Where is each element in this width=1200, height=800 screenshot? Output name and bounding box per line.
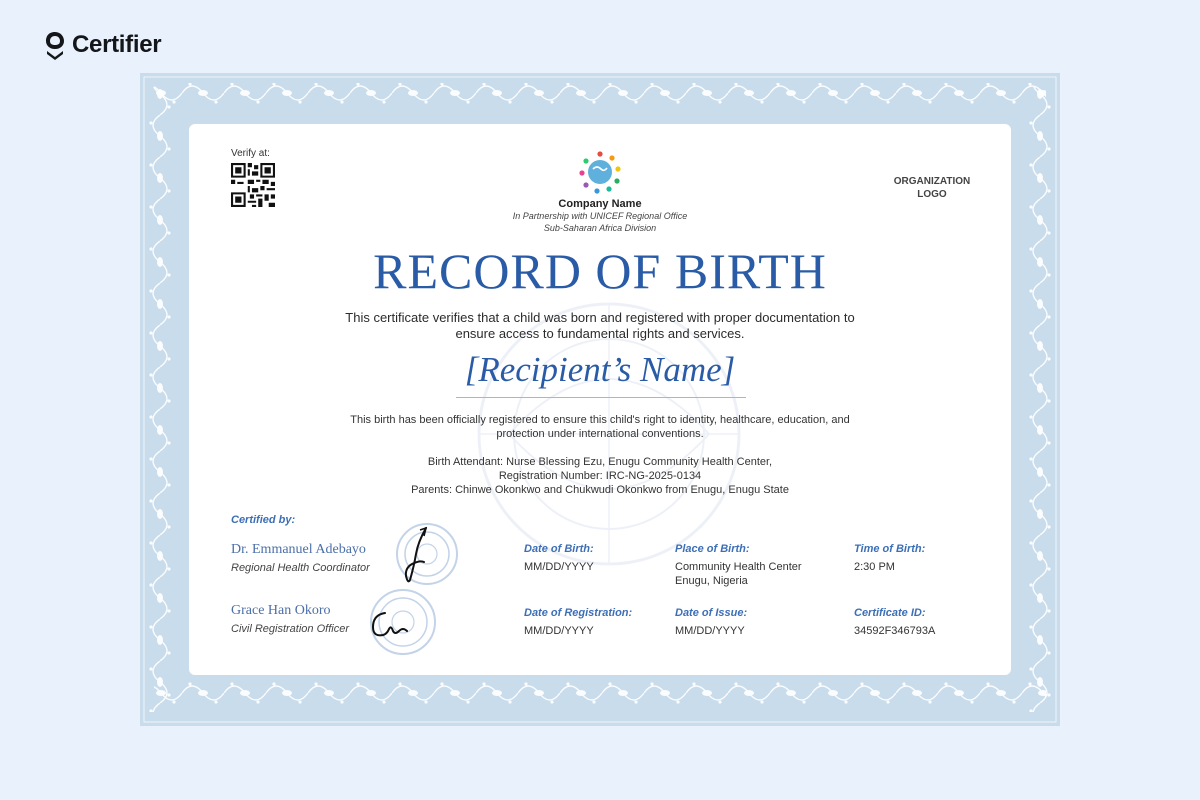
date-of-issue-field	[675, 607, 747, 638]
place-line-1: Community Health Center	[675, 561, 802, 573]
certificate-id-field	[854, 607, 935, 638]
field-label: Date of Issue:	[675, 607, 748, 619]
company-header	[189, 147, 1011, 234]
field-label: Date of Birth:	[524, 543, 594, 555]
signer-role: Regional Health Coordinator	[231, 562, 370, 574]
brand-name: Certifier	[72, 31, 162, 58]
recipient-name: [Recipient’s Name]	[464, 350, 736, 389]
date-of-registration-field	[524, 607, 632, 638]
registration-statement: This birth has been officially registered to ensure this child's right to identity, healthcare, education, and protection under international conventions.	[350, 414, 850, 440]
field-value: 34592F346793A	[854, 625, 936, 637]
certifier-logo-icon	[44, 30, 66, 60]
organization-logo-placeholder: ORGANIZATION LOGO	[893, 176, 971, 200]
signer-name: Grace Han Okoro	[231, 603, 331, 618]
certificate-body	[189, 124, 1011, 675]
globe-children-emblem-icon	[575, 147, 625, 197]
certified-by-label: Certified by:	[231, 514, 296, 526]
registration-number-line: Registration Number: IRC-NG-2025-0134	[498, 470, 702, 482]
field-value	[675, 560, 802, 588]
certificate-intro: This certificate verifies that a child was born and registered with proper documentation to ensure access to fundamental rights and services.	[345, 310, 855, 341]
field-value: MM/DD/YYYY	[524, 625, 594, 637]
partnership-line: In Partnership with UNICEF Regional Office	[512, 211, 688, 221]
time-of-birth-field	[854, 543, 925, 574]
company-name: Company Name	[558, 198, 642, 210]
signer-2	[231, 603, 349, 635]
certificate-title: RECORD OF BIRTH	[373, 243, 827, 299]
field-value: MM/DD/YYYY	[675, 625, 745, 637]
birth-attendant-line: Birth Attendant: Nurse Blessing Ezu, Enugu Community Health Center,	[427, 456, 773, 468]
parents-line: Parents: Chinwe Okonkwo and Chukwudi Okonkwo from Enugu, Enugu State	[411, 484, 789, 496]
signer-1	[231, 542, 370, 574]
verify-label: Verify at:	[231, 148, 270, 159]
field-label: Place of Birth:	[675, 543, 750, 555]
signer-role: Civil Registration Officer	[231, 623, 349, 635]
place-of-birth-field	[675, 543, 802, 588]
field-label: Date of Registration:	[524, 607, 633, 619]
signature-icon	[369, 609, 411, 641]
field-value: MM/DD/YYYY	[524, 561, 594, 573]
field-value: 2:30 PM	[854, 561, 895, 573]
division-line: Sub-Saharan Africa Division	[543, 223, 657, 233]
place-line-2: Enugu, Nigeria	[675, 575, 748, 587]
certificate-frame	[140, 73, 1060, 726]
signer-name: Dr. Emmanuel Adebayo	[231, 542, 366, 557]
recipient-underline	[456, 397, 746, 398]
field-label: Certificate ID:	[854, 607, 926, 619]
signature-icon	[396, 524, 434, 588]
registration-details	[339, 455, 861, 497]
brand-header	[44, 30, 161, 60]
date-of-birth-field	[524, 543, 594, 574]
field-label: Time of Birth:	[854, 543, 926, 555]
